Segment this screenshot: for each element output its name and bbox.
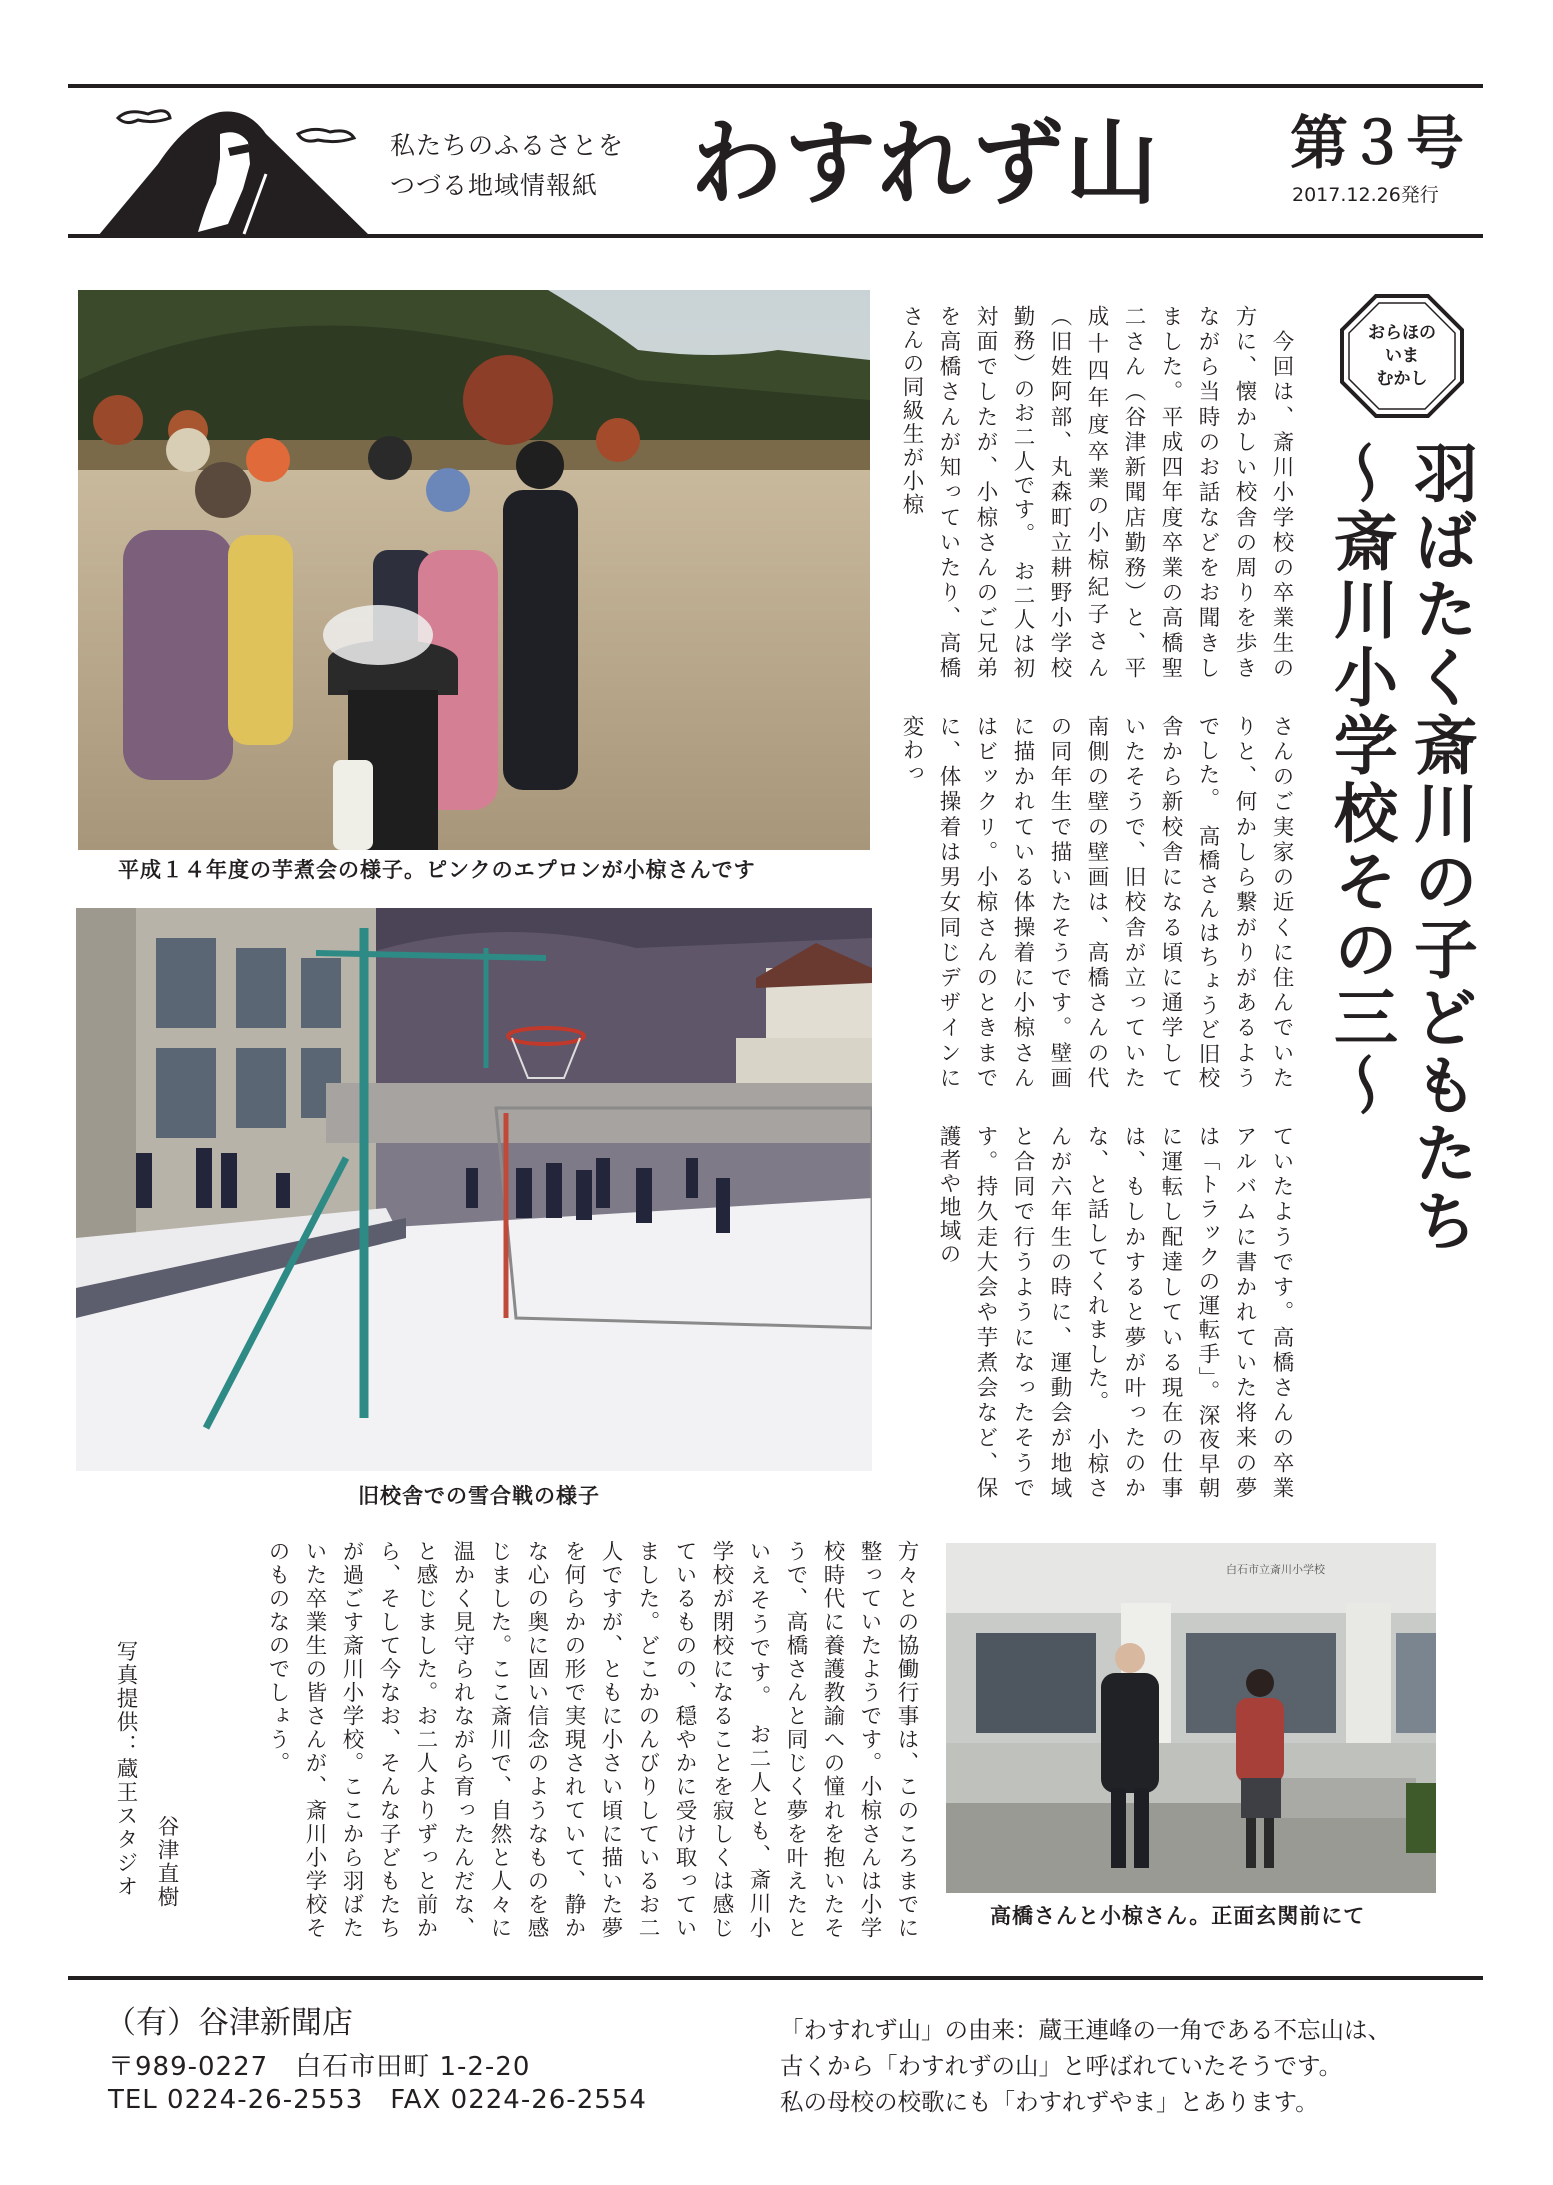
title-origin-note	[780, 2012, 1500, 2120]
header-rule-top	[68, 84, 1483, 88]
company-address: 〒989-0227 白石市田町 1-2-20	[108, 2052, 531, 2082]
article-title-line-2: ～斎川小学校その三～	[1323, 440, 1397, 1120]
origin-line-1: 「わすれず山」の由来：蔵王連峰の一角である不忘山は、	[780, 2016, 1391, 2044]
column-badge-text	[1340, 322, 1464, 391]
tagline-line-1: 私たちのふるさとを	[390, 131, 625, 160]
company-name: （有）谷津新聞店	[105, 2005, 353, 2041]
photo-imonikai	[78, 290, 870, 850]
photo-entrance-caption: 高橋さんと小椋さん。正面玄関前にて	[990, 1904, 1366, 1928]
article-body-upper-b: さんのご実家の近くに住んでいたりと、何かしら繋がりがあるようでした。 高橋さんはちょうど旧校舎から新校舎になる頃に通学していたそうで、旧校舎が立っていた南側の壁の壁画は、高橋さんの代の同年生で描いたそうです。壁画に描かれている体操着に小椋さんはビックリ。小椋さんのときまでに、体操着は男女同じデザインに変わっ	[899, 715, 1294, 1090]
school-nameplate: 白石市立斎川小学校	[1226, 1563, 1325, 1576]
issue-date: 2017.12.26発行	[1292, 184, 1439, 206]
mountain-logo-icon	[98, 104, 370, 240]
origin-line-2: 古くから「わすれずの山」と呼ばれていたそうです。	[780, 2052, 1343, 2080]
photo-entrance	[946, 1543, 1436, 1893]
footer-rule	[68, 1976, 1483, 1980]
article-author: 谷津直樹	[154, 1815, 179, 1909]
photo-credit: 写真提供：蔵王スタジオ	[113, 1640, 138, 1899]
origin-line-3: 私の母校の校歌にも「わすれずやま」とあります。	[780, 2088, 1319, 2116]
photo-imonikai-caption: 平成１４年度の芋煮会の様子。ピンクのエプロンが小椋さんです	[118, 858, 756, 882]
badge-line-2: いま	[1385, 346, 1419, 366]
article-body-lower: 方々との協働行事は、このころまでに整っていたようです。小椋さんは小学校時代に養護教諭への憧れを抱いたそうで、高橋さんと同じく夢を叶えたといえそうです。 お二人とも、斎川小学校が閉校になることを寂しくは感じているものの、穏やかに受け取っていました。どこかのんびりしているお二人ですが、ともに小さい頃に描いた夢を何らかの形で実現されていて、静かな心の奥に固い信念のようなものを感じました。ここ斎川で、自然と人々に温かく見守られながら育ったんだな、と感じました。お二人よりずっと前から、そして今なお、そんな子どもたちが過ごす斎川小学校。ここから羽ばたいた卒業生の皆さんが、斎川小学校そのものなのでしょう。	[265, 1540, 919, 1940]
tagline-line-2: つづる地域情報紙	[390, 171, 599, 200]
photo-snowball-fight-caption: 旧校舎での雪合戦の様子	[358, 1484, 600, 1508]
photo-snowball-fight	[76, 908, 872, 1471]
tagline	[390, 126, 660, 206]
article-title	[1320, 440, 1480, 1440]
issue-number: 第３号	[1290, 109, 1465, 177]
badge-line-3: むかし	[1376, 369, 1428, 389]
article-body-upper-a: 今回は、斎川小学校の卒業生の方に、懐かしい校舎の周りを歩きながら当時のお話などをお聞きしました。平成四年度卒業の高橋聖二さん（谷津新聞店勤務）と、平成十四年度卒業の小椋紀子さん（旧姓阿部、丸森町立耕野小学校勤務）のお二人です。 お二人は初対面でしたが、小椋さんのご兄弟を高橋さんが知っていたり、高橋さんの同級生が小椋	[899, 305, 1294, 680]
newspaper-title: わすれず山	[690, 109, 1161, 217]
company-phone-fax: TEL 0224-26-2553 FAX 0224-26-2554	[108, 2085, 647, 2115]
article-body-middle: ていたようです。高橋さんの卒業アルバムに書かれていた将来の夢は「トラックの運転手」。深夜早朝に運転し配達している現在の仕事は、もしかすると夢が叶ったのかな、と話してくれました。 小椋さんが六年生の時に、運動会が地域と合同で行うようになったそうです。持久走大会や芋煮会など、保護者や地域の	[936, 1125, 1294, 1500]
badge-line-1: おらほの	[1368, 323, 1436, 343]
article-title-line-1: 羽ばたく斎川の子どもたち	[1403, 440, 1477, 1256]
